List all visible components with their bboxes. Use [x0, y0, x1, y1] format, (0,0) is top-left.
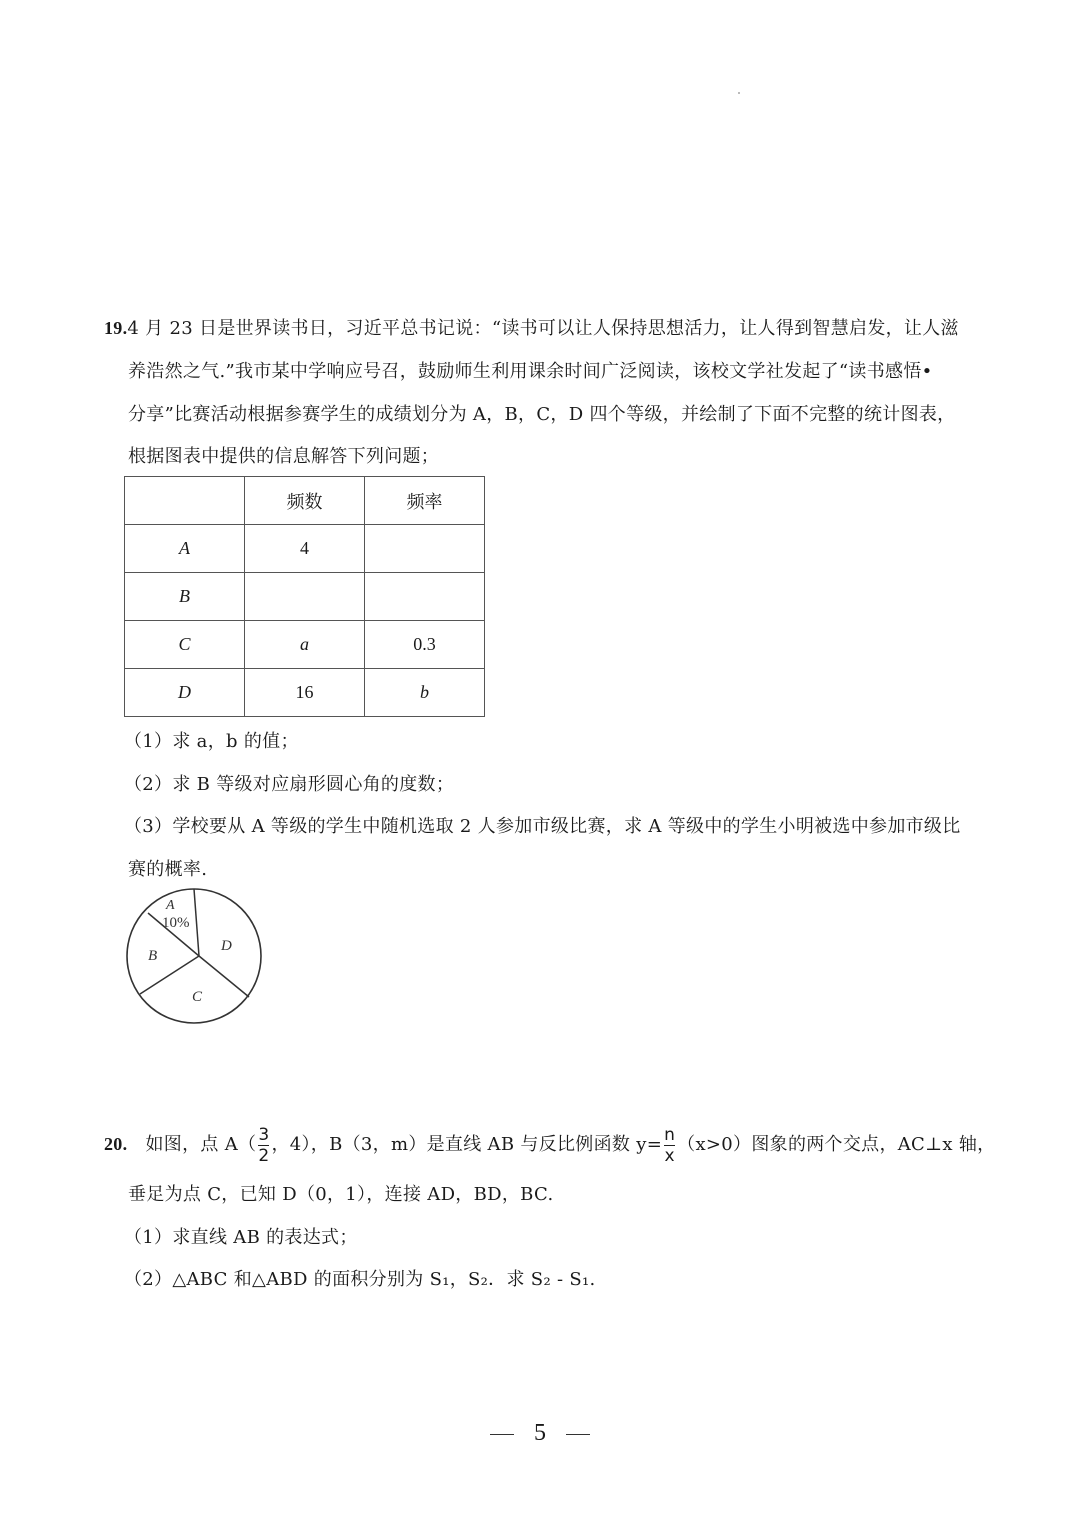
- pie-chart: [122, 884, 267, 1029]
- page-number: 5: [534, 1420, 546, 1446]
- pie-label-c: C: [192, 989, 203, 1005]
- frequency-cell: [245, 573, 365, 621]
- q19-line-1: 19.4 月 23 日是世界读书日，习近平总书记说：“读书可以让人保持思想活力，让人得到智慧启发，让人滋: [104, 318, 959, 339]
- fraction-n-over-x: $\frac{n}{x}$: [664, 1124, 676, 1166]
- q19-line-2: 养浩然之气.”我市某中学响应号召，鼓励师生利用课余时间广泛阅读，该校文学社发起了“读书感悟•: [128, 361, 933, 382]
- table-row: [125, 669, 485, 717]
- frequency-cell: a: [245, 621, 365, 669]
- frequency-cell: 16: [245, 669, 365, 717]
- pie-label-b: B: [148, 948, 158, 964]
- table-row: [125, 525, 485, 573]
- table-header-cell: 频数: [245, 477, 365, 525]
- grade-cell: C: [125, 621, 245, 669]
- pie-label-d: D: [221, 938, 232, 954]
- rate-cell: [365, 573, 485, 621]
- q19-sub-3-cont: 赛的概率.: [128, 859, 208, 880]
- pie-label-a-percent: 10%: [162, 915, 190, 931]
- q20-line-1: 20. 如图，点 A（ $\frac{3}{2}$ ，4），B（3，m）是直线 AB 与反比例函数 y= $\frac{n}{x}$ （x>0）图象的两个交点，AC⊥x 轴，: [104, 1124, 996, 1166]
- frequency-table: [124, 476, 485, 717]
- q19-line-3: 分享”比赛活动根据参赛学生的成绩划分为 A，B，C，D 四个等级，并绘制了下面不完整的统计图表，: [128, 404, 956, 425]
- table-row: [125, 621, 485, 669]
- dash-left: [490, 1434, 514, 1435]
- q19-line-4: 根据图表中提供的信息解答下列问题；: [128, 446, 440, 467]
- q19-sub-2: （2）求 B 等级对应扇形圆心角的度数；: [124, 774, 455, 795]
- q20-sub-1: （1）求直线 AB 的表达式；: [124, 1227, 358, 1248]
- rate-cell: b: [365, 669, 485, 717]
- rate-cell: 0.3: [365, 621, 485, 669]
- q20-number: 20.: [104, 1134, 128, 1154]
- q19-number: 19.: [104, 318, 128, 338]
- q20-line-2: 垂足为点 C，已知 D（0，1），连接 AD，BD，BC.: [128, 1184, 554, 1205]
- rate-cell: [365, 525, 485, 573]
- pie-label-a: A: [166, 898, 175, 913]
- frequency-cell: 4: [245, 525, 365, 573]
- q20-sub-2: （2）△ABC 和△ABD 的面积分别为 S₁，S₂．求 S₂ - S₁.: [124, 1269, 596, 1290]
- fraction-three-halves: $\frac{3}{2}$: [258, 1124, 270, 1166]
- grade-cell: A: [125, 525, 245, 573]
- table-header-cell: 频率: [365, 477, 485, 525]
- table-header-cell: [125, 477, 245, 525]
- grade-cell: D: [125, 669, 245, 717]
- table-header-row: [125, 477, 485, 525]
- page-footer: [0, 1420, 1080, 1447]
- scan-speck: [738, 92, 740, 94]
- table-row: [125, 573, 485, 621]
- q19-sub-3: （3）学校要从 A 等级的学生中随机选取 2 人参加市级比赛，求 A 等级中的学生小明被选中参加市级比: [124, 816, 961, 837]
- dash-right: [566, 1434, 590, 1435]
- q19-sub-1: （1）求 a，b 的值；: [124, 731, 299, 752]
- grade-cell: B: [125, 573, 245, 621]
